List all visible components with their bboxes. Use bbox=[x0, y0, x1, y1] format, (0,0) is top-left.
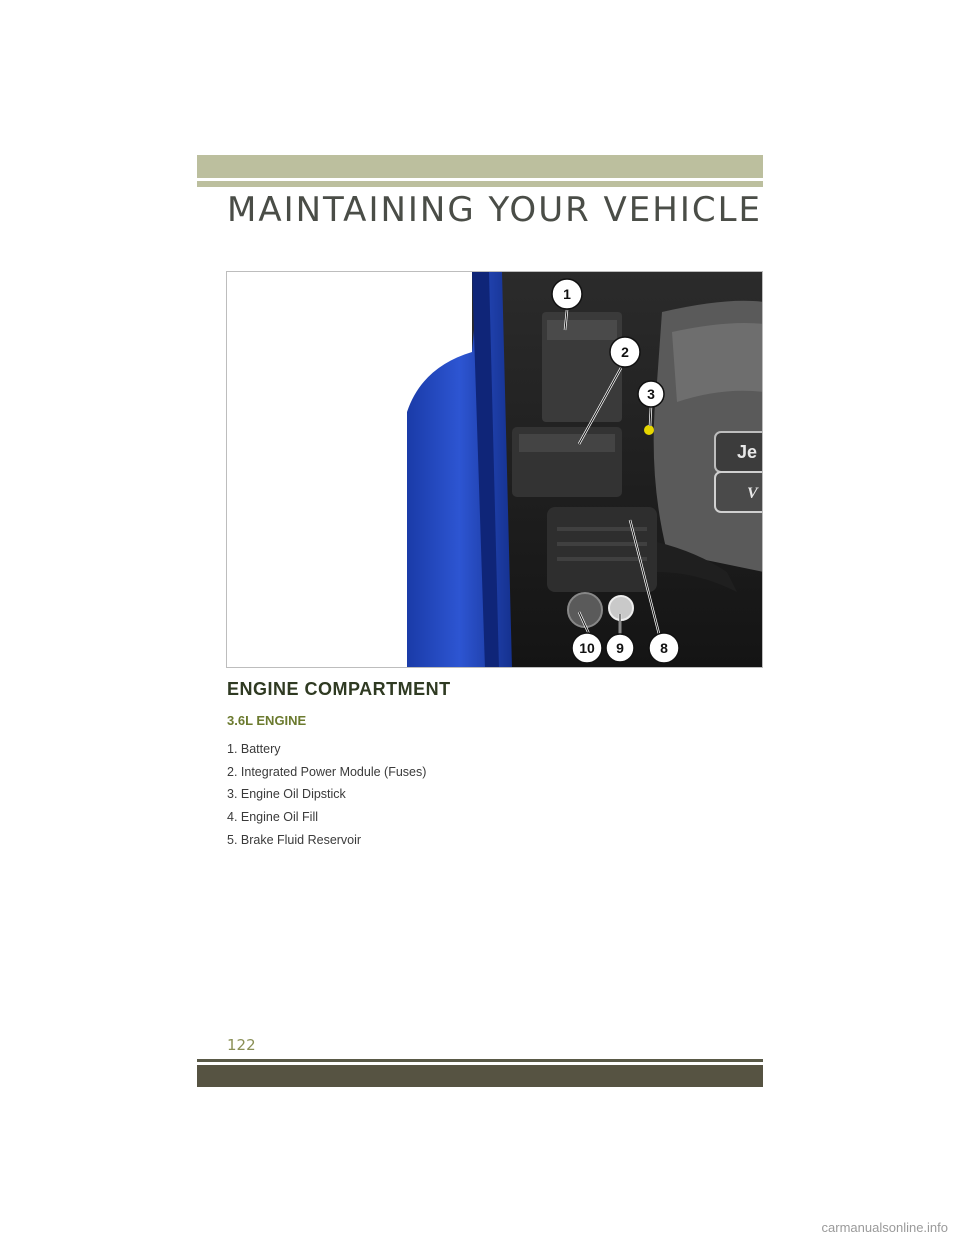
header-band bbox=[197, 155, 763, 178]
footer-band bbox=[197, 1065, 763, 1087]
header-rule bbox=[197, 181, 763, 187]
callout-3 bbox=[638, 381, 664, 407]
battery-top bbox=[547, 320, 617, 340]
list-item: 5. Brake Fluid Reservoir bbox=[227, 832, 362, 847]
svg-text:10: 10 bbox=[579, 640, 595, 656]
svg-text:9: 9 bbox=[616, 640, 624, 656]
svg-text:1: 1 bbox=[563, 286, 571, 302]
parts-list bbox=[227, 741, 426, 854]
watermark: carmanualsonline.info bbox=[821, 1220, 948, 1235]
engine-cover-top bbox=[672, 323, 763, 402]
callout-10 bbox=[572, 633, 602, 663]
engine-photo bbox=[227, 272, 763, 668]
callout-2 bbox=[610, 337, 640, 367]
callout-9 bbox=[606, 634, 634, 662]
power-module-lid bbox=[519, 434, 615, 452]
engine-subheading: 3.6L ENGINE bbox=[227, 713, 307, 728]
badge-text: Je bbox=[737, 442, 758, 462]
list-item: 3. Engine Oil Dipstick bbox=[227, 787, 346, 802]
callout-8 bbox=[649, 633, 679, 663]
callout-1 bbox=[552, 279, 582, 309]
list-item: 4. Engine Oil Fill bbox=[227, 810, 319, 825]
svg-text:3: 3 bbox=[647, 386, 655, 402]
svg-text:8: 8 bbox=[660, 640, 668, 656]
list-item: 2. Integrated Power Module (Fuses) bbox=[227, 764, 427, 779]
engine-compartment-heading: ENGINE COMPARTMENT bbox=[227, 679, 451, 699]
section-title: MAINTAINING YOUR VEHICLE bbox=[227, 190, 763, 230]
footer-rule bbox=[197, 1059, 763, 1062]
badge-script: V bbox=[747, 485, 758, 502]
list-item: 1. Battery bbox=[227, 742, 281, 756]
air-box bbox=[547, 507, 657, 592]
dipstick-handle bbox=[644, 425, 654, 435]
svg-text:2: 2 bbox=[621, 344, 629, 360]
engine-compartment-figure bbox=[226, 271, 763, 668]
coolant-cap bbox=[568, 593, 602, 627]
page-number: 122 bbox=[227, 1036, 256, 1054]
